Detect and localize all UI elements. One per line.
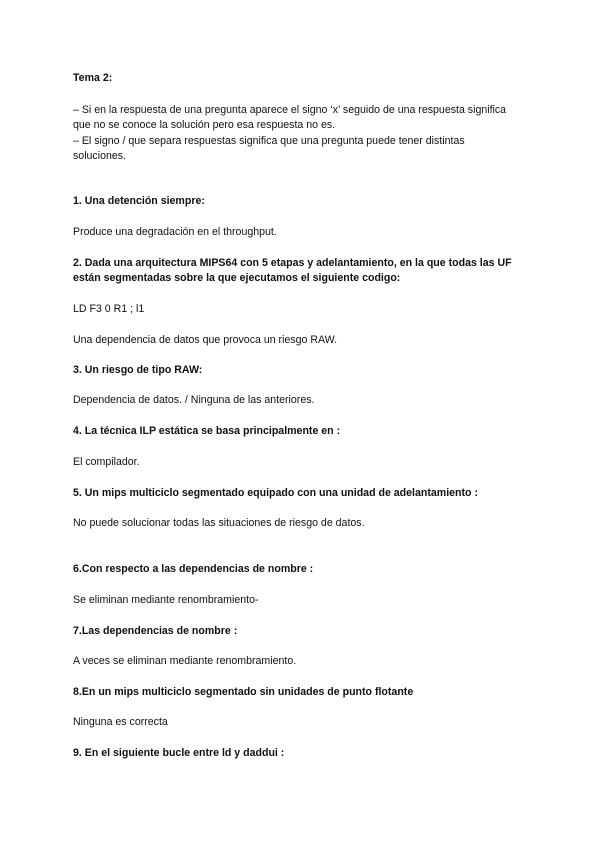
question-5: 5. Un mips multiciclo segmentado equipado con una unidad de adelantamiento : (73, 487, 478, 499)
question-2-line-2: están segmentadas sobre la que ejecutamos el siguiente codigo: (73, 272, 401, 284)
question-4: 4. La técnica ILP estática se basa principalmente en : (73, 425, 341, 437)
answer-4: El compilador. (73, 456, 140, 468)
note-line: soluciones. (73, 150, 126, 162)
note-line: – Si en la respuesta de una pregunta aparece el signo ‘x’ seguido de una respuesta significa (73, 104, 507, 116)
question-1: 1. Una detención siempre: (73, 195, 205, 207)
question-9: 9. En el siguiente bucle entre ld y daddui : (73, 747, 285, 759)
answer-7: A veces se eliminan mediante renombramiento. (73, 655, 297, 667)
note-line: – El signo / que separa respuestas significa que una pregunta puede tener distintas (73, 135, 465, 147)
answer-3: Dependencia de datos. / Ninguna de las anteriores. (73, 394, 315, 406)
question-2-line-1: 2. Dada una arquitectura MIPS64 con 5 etapas y adelantamiento, en la que todas las UF (73, 257, 512, 269)
question-6: 6.Con respecto a las dependencias de nombre : (73, 563, 314, 575)
answer-6: Se eliminan mediante renombramiento- (73, 594, 259, 606)
question-8: 8.En un mips multiciclo segmentado sin unidades de punto flotante (73, 686, 414, 698)
question-3: 3. Un riesgo de tipo RAW: (73, 364, 203, 376)
answer-1: Produce una degradación en el throughput. (73, 226, 277, 238)
answer-8: Ninguna es correcta (73, 716, 168, 728)
answer-5: No puede solucionar todas las situaciones de riesgo de datos. (73, 517, 365, 529)
answer-2: Una dependencia de datos que provoca un riesgo RAW. (73, 334, 338, 346)
code-line: LD F3 0 R1 ; l1 (73, 303, 145, 315)
section-title: Tema 2: (73, 72, 113, 84)
note-line: que no se conoce la solución pero esa respuesta no es. (73, 119, 336, 131)
question-7: 7.Las dependencias de nombre : (73, 625, 238, 637)
